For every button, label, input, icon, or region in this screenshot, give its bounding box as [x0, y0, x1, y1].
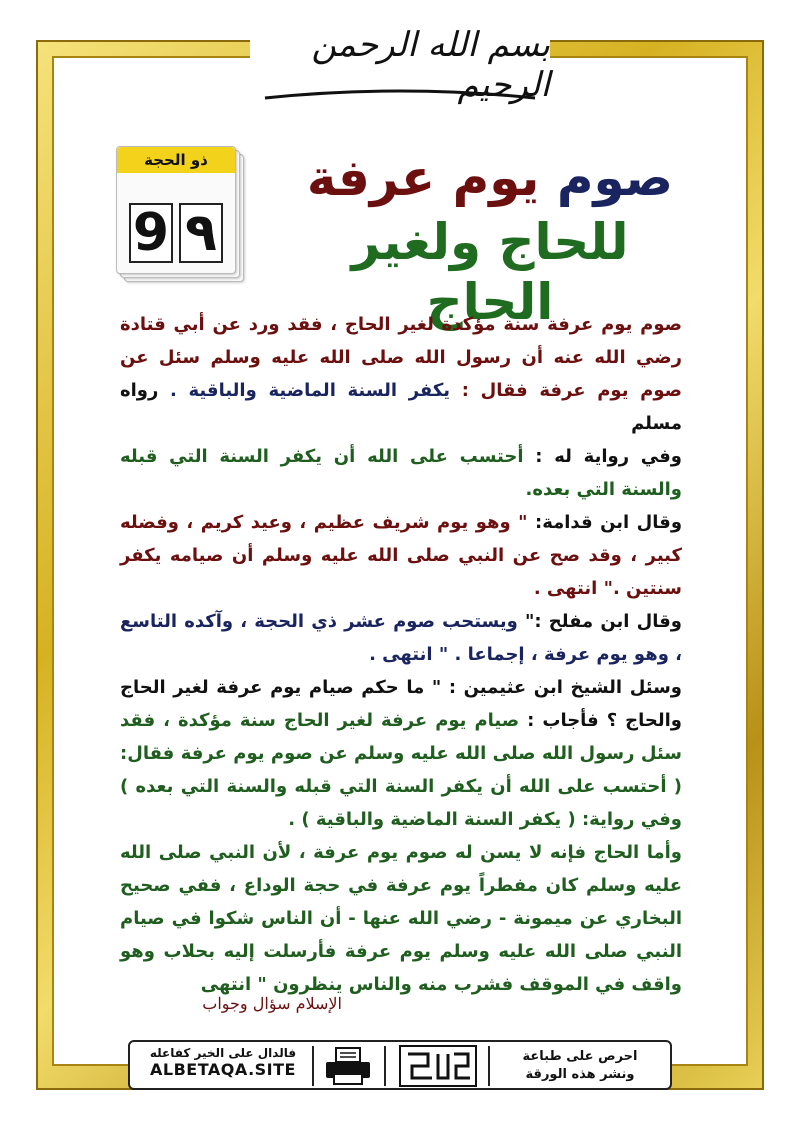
text-run: وقال ابن قدامة: — [527, 512, 683, 533]
footer-print-note — [500, 1048, 660, 1086]
paragraph — [120, 440, 682, 506]
text-run: صيام يوم عرفة لغير الحاج سنة مؤكدة ، فقد سئل رسول الله صلى الله عليه وسلم عن صوم يوم عرفة فقال: ( أحتسب على الله أن يكفر السنة التي قبله والسنة التي بعده ) وفي رواية: ( يكفر السنة الماضية والباقية ) . — [120, 710, 682, 830]
divider — [488, 1046, 490, 1086]
footer-slogan: فالدال على الخير كفاعله — [149, 1046, 297, 1060]
divider — [384, 1046, 386, 1086]
title-word: يوم — [452, 149, 540, 207]
source-attribution: الإسلام سؤال وجواب — [202, 994, 342, 1013]
footer-url[interactable]: ALBETAQA.SITE — [150, 1060, 296, 1079]
calendar-month: ذو الحجة — [117, 147, 235, 173]
footer-print-line2: ونشر هذه الورقة — [525, 1067, 635, 1082]
text-run: رواه مسلم — [120, 380, 682, 434]
text-run: وأما الحاج فإنه لا يسن له صوم يوم عرفة ، لأن النبي صلى الله عليه وسلم كان مفطراً يوم عرفة في حجة الوداع ، ففي صحيح البخاري عن ميمونة - رضي الله عنها - أن الناس شكوا في صيام النبي صلى الله عليه وسلم يوم عرفة فأرسلت إليه بحلاب وهو واقف في الموقف فشرب منه والناس ينظرون " انتهى — [120, 842, 682, 995]
printer-icon — [322, 1046, 374, 1086]
dawah-logo-icon — [398, 1044, 478, 1088]
text-run: وسئل الشيخ ابن عثيمين : " ما حكم صيام يوم عرفة لغير الحاج والحاج ؟ فأجاب : — [120, 677, 682, 731]
page-title-line1 — [290, 148, 690, 208]
bismillah-calligraphy: بسم الله الرحمن الرحيم — [250, 20, 550, 110]
footer-website — [138, 1046, 308, 1086]
calendar-widget — [114, 142, 244, 282]
paragraph — [120, 506, 682, 605]
calligraphy-swash-icon — [260, 88, 540, 102]
footer-print-line1: احرص على طباعة — [522, 1049, 638, 1064]
text-run: وفي رواية له : — [523, 446, 682, 467]
page-title-line2: للحاج ولغير الحاج — [351, 213, 629, 331]
title-word: عرفة — [306, 149, 436, 207]
text-run: وقال ابن مفلح :" — [517, 611, 682, 632]
paragraph — [120, 671, 682, 836]
paragraph — [120, 308, 682, 440]
footer-bar — [128, 1040, 672, 1090]
divider — [312, 1046, 314, 1086]
calendar-digit-right: ٩ — [179, 203, 223, 263]
paragraph — [120, 836, 682, 1001]
article-body — [120, 308, 682, 1001]
calendar-digit-left: 9 — [129, 203, 173, 263]
text-run: ويستحب صوم عشر ذي الحجة ، وآكده التاسع ، وهو يوم عرفة ، إجماعا . " انتهى . — [120, 611, 682, 665]
title-word: صوم — [556, 149, 674, 207]
calendar-front-page — [116, 146, 236, 274]
text-run: أحتسب على الله أن يكفر السنة التي قبله والسنة التي بعده. — [120, 446, 682, 500]
text-run: يكفر السنة الماضية والباقية . — [170, 380, 462, 401]
paragraph — [120, 605, 682, 671]
text-run: صوم يوم عرفة سنة مؤكدة لغير الحاج ، فقد ورد عن أبي قتادة رضي الله عنه أن رسول الله صلى الله عليه وسلم سئل عن صوم يوم عرفة فقال : — [120, 314, 682, 401]
text-run: " وهو يوم شريف عظيم ، وعيد كريم ، وفضله كبير ، وقد صح عن النبي صلى الله عليه وسلم أن صيامه يكفر سنتين ." انتهى . — [120, 512, 682, 599]
